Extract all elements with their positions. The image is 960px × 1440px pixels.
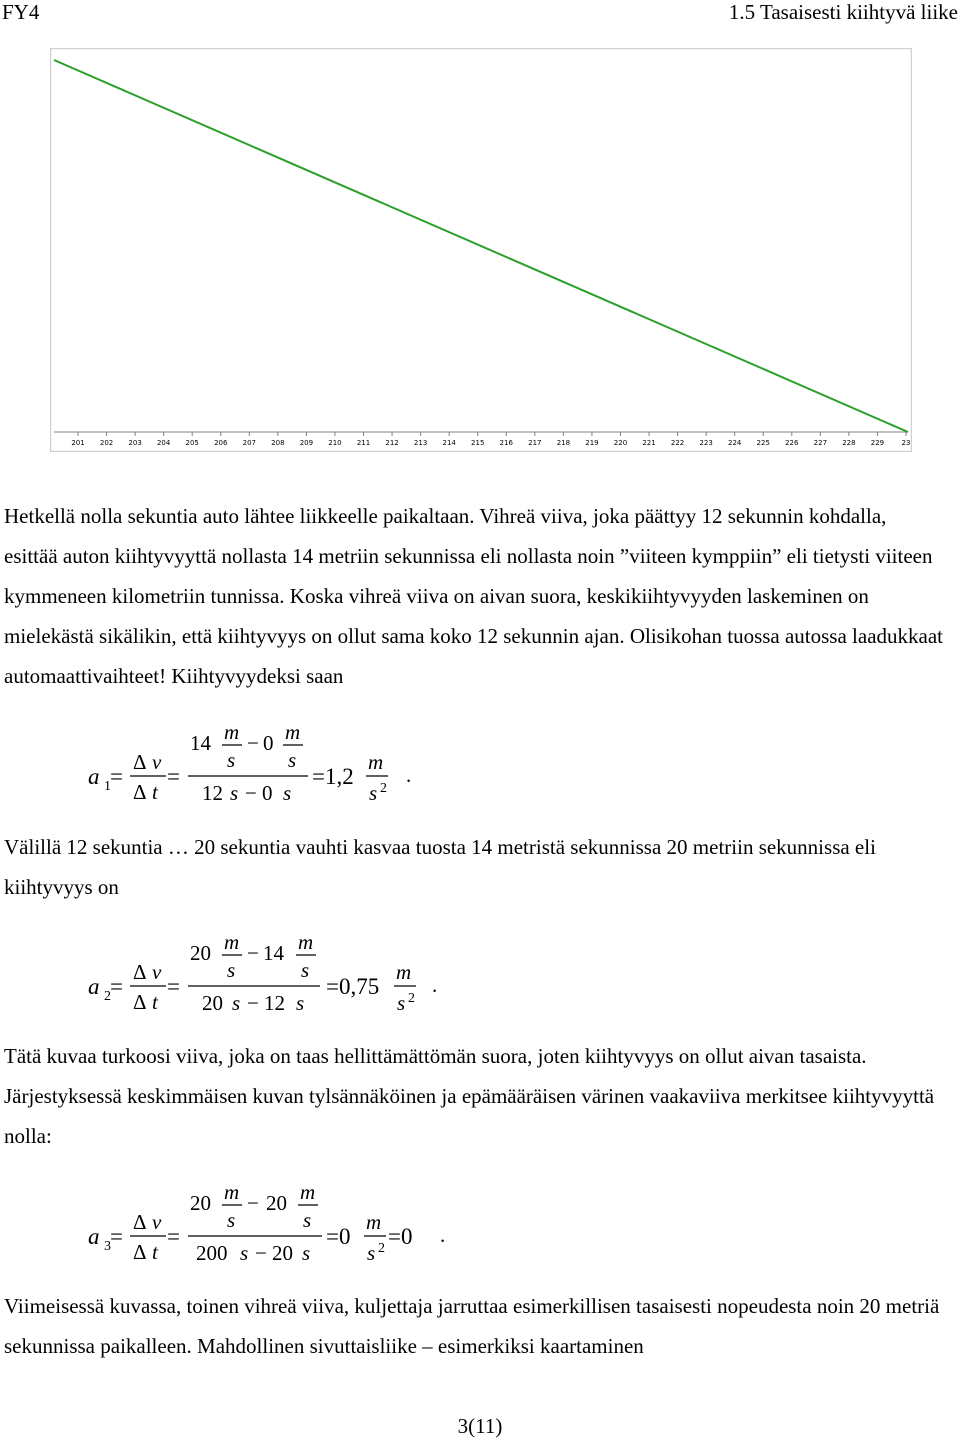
eq-delta: Δ xyxy=(133,750,147,774)
chart-tick-label: 219 xyxy=(585,439,599,447)
eq-unit-s: s xyxy=(227,958,236,982)
eq-exponent: 2 xyxy=(378,1241,385,1256)
eq-unit-s: s xyxy=(227,1208,236,1232)
eq-unit-s: s xyxy=(367,1241,376,1265)
paragraph-interval: Välillä 12 sekuntia … 20 sekuntia vauhti kasvaa tuosta 14 metristä sekunnissa 20 metriin sekunnissa eli kiihtyvyys on xyxy=(4,835,876,899)
eq-v: v xyxy=(152,750,162,774)
acceleration-chart xyxy=(50,48,912,452)
eq-unit-m: m xyxy=(396,960,412,984)
equation-acceleration-2 xyxy=(0,922,960,1042)
chart-tick-label: 223 xyxy=(699,439,713,447)
eq-subscript: 1 xyxy=(104,779,111,794)
header-section-title: 1.5 Tasaisesti kiihtyvä liike xyxy=(728,0,958,24)
eq-equals: = xyxy=(167,1224,180,1249)
eq-symbol-a: a xyxy=(88,974,100,999)
eq-t: t xyxy=(152,1240,158,1264)
eq-unit-m: m xyxy=(366,1210,382,1234)
chart-tick-label: 215 xyxy=(471,439,485,447)
equation-acceleration-3 xyxy=(0,1172,960,1292)
chart-tick-label: 213 xyxy=(413,439,428,447)
eq-minus: − xyxy=(247,941,259,965)
chart-tick-label: 205 xyxy=(185,439,199,447)
eq-subscript: 3 xyxy=(104,1239,111,1254)
eq-unit-m: m xyxy=(224,1180,240,1204)
eq-equals: = xyxy=(167,974,180,999)
eq-unit-s: s xyxy=(369,781,378,805)
eq-v: v xyxy=(152,960,162,984)
eq-unit-m: m xyxy=(368,750,384,774)
chart-tick-label: 212 xyxy=(385,439,399,447)
eq-minus: − xyxy=(247,1191,259,1215)
eq-unit-m: m xyxy=(300,1180,316,1204)
eq-equals: = xyxy=(110,974,123,999)
paragraph-turquoise: Tätä kuvaa turkoosi viiva, joka on taas hellittämättömän suora, joten kiihtyvyys on ollut aivan tasaista. Järjestyksessä keskimmäisen kuvan tylsännäköinen ja epämääräisen värinen vaakaviiva merkitsee kiihtyvyyttä nolla: xyxy=(4,1044,935,1148)
chart-tick-label: 204 xyxy=(156,439,171,447)
eq-num-value-2: 0 xyxy=(263,731,274,755)
eq-delta: Δ xyxy=(133,960,147,984)
eq-period: . xyxy=(406,763,412,787)
paragraph-braking: Viimeisessä kuvassa, toinen vihreä viiva, kuljettaja jarruttaa esimerkillisen tasaisesti nopeudesta noin 20 metriä sekunnissa paikalleen. Mahdollinen sivuttaisliike – esimerkiksi kaartaminen xyxy=(4,1294,940,1358)
eq-num-value-1: 14 xyxy=(190,731,211,755)
eq-unit-s: s xyxy=(240,1241,249,1265)
eq-unit-m: m xyxy=(224,930,240,954)
eq-unit-s: s xyxy=(302,1241,311,1265)
eq-equals: = xyxy=(110,764,123,789)
eq-unit-m: m xyxy=(285,720,301,744)
eq-equals: = xyxy=(110,1224,123,1249)
chart-tick-label: 227 xyxy=(813,439,828,447)
eq-t: t xyxy=(152,990,158,1014)
eq-period: . xyxy=(432,973,438,997)
chart-tick-label: 216 xyxy=(499,439,513,447)
eq-symbol-a: a xyxy=(88,1224,100,1249)
eq-delta: Δ xyxy=(133,1240,147,1264)
eq-unit-s: s xyxy=(303,1208,312,1232)
eq-equals: = xyxy=(167,764,180,789)
chart-tick-label: 220 xyxy=(613,439,628,447)
eq-den-value-2: 0 xyxy=(262,781,273,805)
chart-tick-label: 208 xyxy=(271,439,285,447)
eq-result: =1,2 xyxy=(312,764,354,789)
chart-tick-label: 23 xyxy=(901,439,911,447)
eq-v: v xyxy=(152,1210,162,1234)
eq-unit-s: s xyxy=(296,991,305,1015)
eq-delta: Δ xyxy=(133,990,147,1014)
eq-subscript: 2 xyxy=(104,989,111,1004)
eq-den-value-1: 12 xyxy=(202,781,223,805)
eq-tail: =0 xyxy=(388,1224,413,1249)
eq-unit-m: m xyxy=(224,720,240,744)
chart-frame xyxy=(51,49,912,452)
eq-num-value-1: 20 xyxy=(190,941,211,965)
eq-result: =0,75 xyxy=(326,974,380,999)
eq-den-value-1: 20 xyxy=(202,991,223,1015)
chart-tick-label: 229 xyxy=(870,439,885,447)
eq-unit-s: s xyxy=(301,958,310,982)
chart-tick-label: 207 xyxy=(242,439,256,447)
eq-delta: Δ xyxy=(133,1210,147,1234)
eq-den-value-2: 20 xyxy=(272,1241,293,1265)
eq-num-value-1: 20 xyxy=(190,1191,211,1215)
eq-symbol-a: a xyxy=(88,764,100,789)
chart-tick-label: 221 xyxy=(642,439,656,447)
chart-tick-label: 217 xyxy=(528,439,542,447)
chart-tick-label: 224 xyxy=(728,439,742,447)
eq-den-value-2: 12 xyxy=(264,991,285,1015)
chart-tick-label: 214 xyxy=(442,439,456,447)
eq-unit-s: s xyxy=(227,748,236,772)
eq-den-value-1: 200 xyxy=(196,1241,228,1265)
chart-tick-label: 209 xyxy=(299,439,314,447)
eq-minus: − xyxy=(247,731,259,755)
eq-unit-m: m xyxy=(298,930,314,954)
chart-tick-label: 228 xyxy=(842,439,856,447)
eq-minus: − xyxy=(245,781,257,805)
eq-t: t xyxy=(152,780,158,804)
header-course-code: FY4 xyxy=(2,0,40,24)
eq-unit-s: s xyxy=(230,781,239,805)
chart-tick-label: 203 xyxy=(128,439,142,447)
chart-tick-label: 225 xyxy=(756,439,770,447)
equation-acceleration-1 xyxy=(0,712,960,832)
eq-period: . xyxy=(440,1223,446,1247)
eq-minus: − xyxy=(247,991,259,1015)
paragraph-intro: Hetkellä nolla sekuntia auto lähtee liikkeelle paikaltaan. Vihreä viiva, joka päättyy 12 sekunnin kohdalla, esittää auton kiihtyvyyttä nollasta 14 metriin sekunnissa eli nollasta noin ”viiteen kymppiin” eli tietysti viiteen kymmeneen kilometriin tunnissa. Koska vihreä viiva on aivan suora, keskikiihtyvyyden laskeminen on mielekästä sikälikin, että kiihtyvyys on ollut sama koko 12 sekunnin ajan. Olisikohan tuossa autossa laadukkaat automaattivaihteet! Kiihtyvyydeksi saan xyxy=(4,504,944,688)
page-number: 3(11) xyxy=(457,1414,503,1438)
eq-unit-s: s xyxy=(397,991,406,1015)
eq-exponent: 2 xyxy=(408,991,415,1006)
chart-tick-label: 202 xyxy=(99,439,114,447)
chart-tick-label: 201 xyxy=(71,439,85,447)
eq-num-value-2: 14 xyxy=(263,941,284,965)
eq-result: =0 xyxy=(326,1224,351,1249)
chart-tick-label: 206 xyxy=(214,439,228,447)
eq-delta: Δ xyxy=(133,780,147,804)
eq-exponent: 2 xyxy=(380,781,387,796)
chart-tick-label: 211 xyxy=(356,439,371,447)
chart-tick-label: 218 xyxy=(556,439,571,447)
chart-tick-label: 226 xyxy=(785,439,799,447)
eq-minus: − xyxy=(255,1241,267,1265)
chart-tick-label: 210 xyxy=(328,439,342,447)
eq-num-value-2: 20 xyxy=(266,1191,287,1215)
chart-tick-label: 222 xyxy=(670,439,685,447)
eq-unit-s: s xyxy=(232,991,241,1015)
eq-unit-s: s xyxy=(283,781,292,805)
eq-unit-s: s xyxy=(288,748,297,772)
